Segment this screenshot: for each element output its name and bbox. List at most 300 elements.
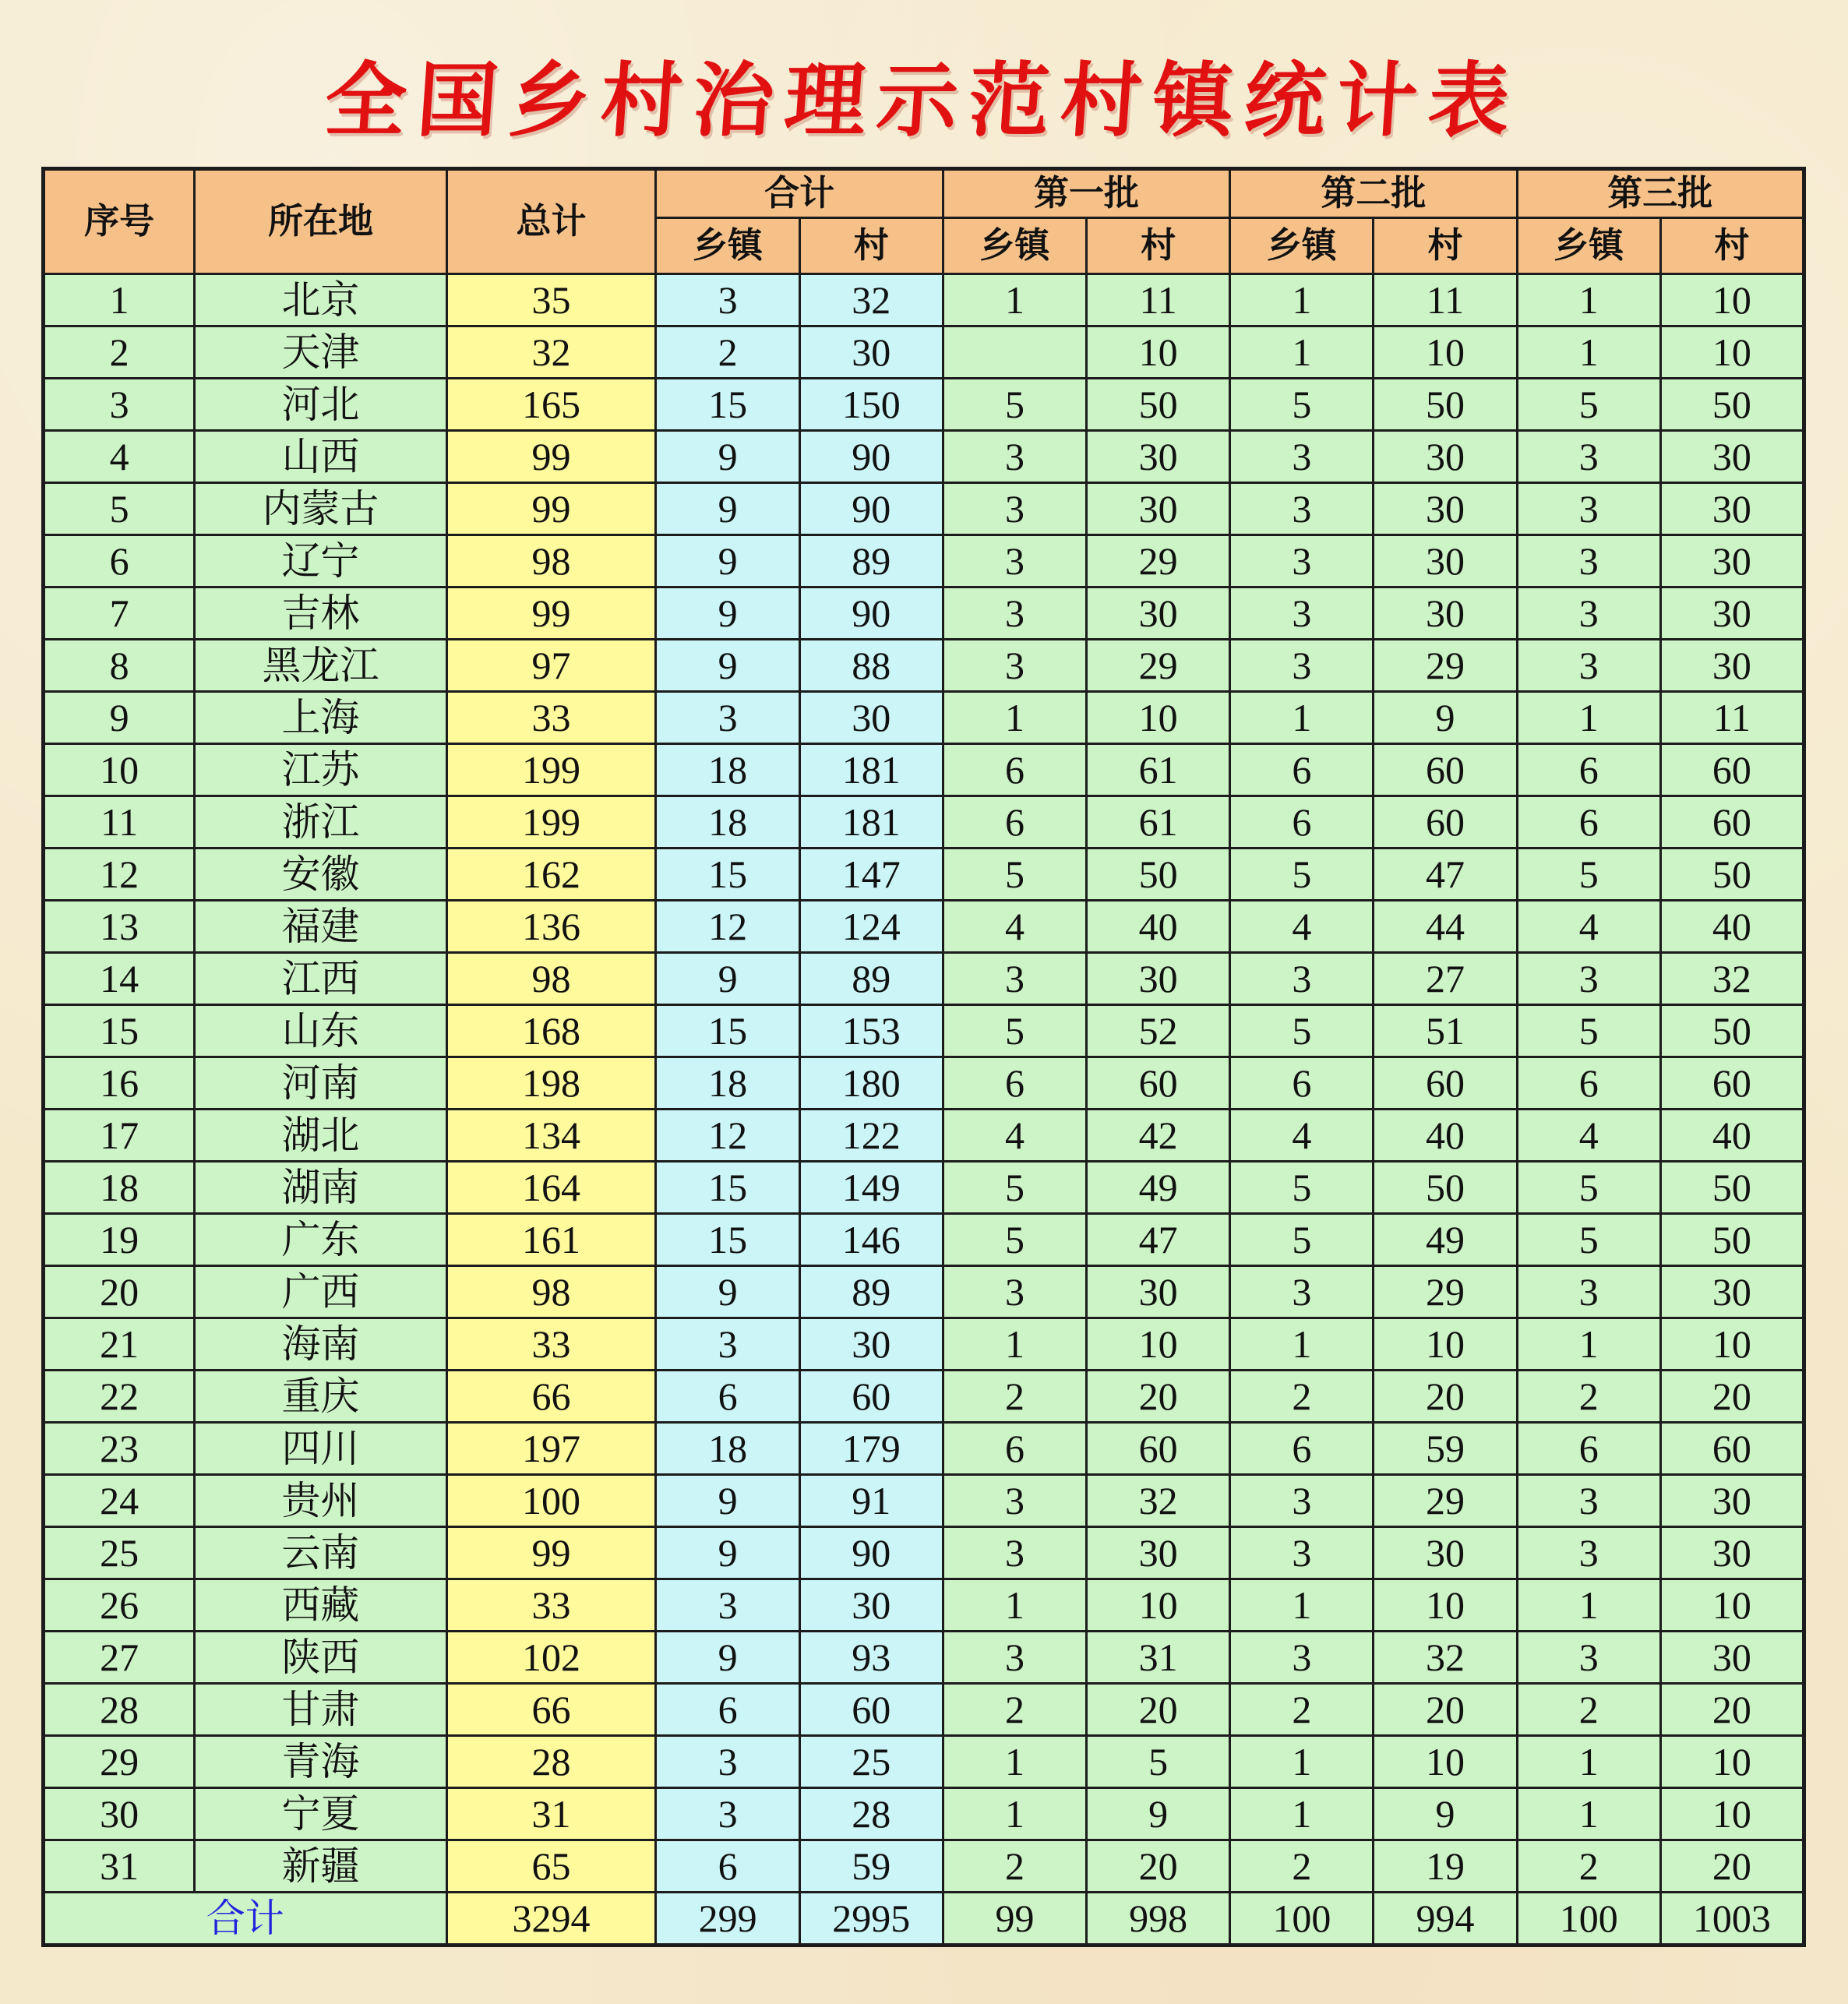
no-cell: 14 bbox=[44, 953, 195, 1005]
batch1-village-cell: 29 bbox=[1087, 640, 1230, 692]
batch1-township-cell: 3 bbox=[943, 483, 1086, 535]
subtotal-township-cell: 6 bbox=[656, 1371, 799, 1423]
batch3-village-cell: 50 bbox=[1660, 379, 1804, 431]
table-row bbox=[44, 1318, 1804, 1371]
header-batch2-township: 乡镇 bbox=[1230, 218, 1374, 274]
table-row bbox=[44, 274, 1804, 326]
table-row bbox=[44, 1214, 1804, 1266]
subtotal-village-cell: 181 bbox=[799, 744, 943, 796]
batch1-village-cell: 32 bbox=[1087, 1475, 1230, 1527]
subtotal-village-cell: 89 bbox=[799, 1266, 943, 1318]
subtotal-township-cell: 15 bbox=[656, 849, 799, 901]
subtotal-township-cell: 9 bbox=[656, 1266, 799, 1318]
batch1-village-cell: 5 bbox=[1087, 1736, 1230, 1788]
batch1-township-cell: 5 bbox=[943, 379, 1086, 431]
batch3-township-cell: 2 bbox=[1517, 1684, 1660, 1736]
table-header bbox=[44, 169, 1804, 274]
batch1-township-cell: 1 bbox=[943, 692, 1086, 744]
batch1-village-cell: 30 bbox=[1087, 483, 1230, 535]
batch2-township-cell: 3 bbox=[1230, 535, 1374, 587]
batch2-village-cell: 10 bbox=[1374, 1318, 1517, 1371]
no-cell: 18 bbox=[44, 1162, 195, 1214]
grand-total-cell: 98 bbox=[446, 953, 656, 1005]
subtotal-township-cell: 9 bbox=[656, 1632, 799, 1684]
batch2-township-cell: 3 bbox=[1230, 1632, 1374, 1684]
batch2-village-cell: 29 bbox=[1374, 1475, 1517, 1527]
subtotal-village-cell: 30 bbox=[799, 326, 943, 379]
subtotal-township-cell: 18 bbox=[656, 1057, 799, 1110]
batch1-village-cell: 10 bbox=[1087, 1579, 1230, 1632]
location-cell: 青海 bbox=[195, 1736, 446, 1788]
batch2-township-cell: 3 bbox=[1230, 483, 1374, 535]
table-row bbox=[44, 1005, 1804, 1057]
batch3-village-cell: 30 bbox=[1660, 1527, 1804, 1579]
batch3-township-cell: 2 bbox=[1517, 1371, 1660, 1423]
batch3-village-cell: 30 bbox=[1660, 535, 1804, 587]
subtotal-village-cell: 181 bbox=[799, 796, 943, 849]
grand-total-cell: 102 bbox=[446, 1632, 656, 1684]
subtotal-township-cell: 3 bbox=[656, 1318, 799, 1371]
subtotal-township-cell: 9 bbox=[656, 587, 799, 640]
batch2-village-cell: 20 bbox=[1374, 1371, 1517, 1423]
batch1-village-cell: 30 bbox=[1087, 1266, 1230, 1318]
batch2-village-cell: 51 bbox=[1374, 1005, 1517, 1057]
subtotal-township-cell: 12 bbox=[656, 1110, 799, 1162]
batch3-township-cell: 1 bbox=[1517, 1318, 1660, 1371]
batch3-township-cell: 3 bbox=[1517, 1632, 1660, 1684]
table-row bbox=[44, 1162, 1804, 1214]
batch1-township-cell: 5 bbox=[943, 1005, 1086, 1057]
batch2-village-cell: 30 bbox=[1374, 483, 1517, 535]
subtotal-village-cell: 147 bbox=[799, 849, 943, 901]
batch2-township-cell: 4 bbox=[1230, 901, 1374, 953]
batch2-village-cell: 10 bbox=[1374, 1736, 1517, 1788]
subtotal-village-cell: 30 bbox=[799, 692, 943, 744]
total-subtotal-township-cell: 299 bbox=[656, 1893, 799, 1946]
batch3-township-cell: 1 bbox=[1517, 326, 1660, 379]
grand-total-cell: 199 bbox=[446, 796, 656, 849]
batch3-village-cell: 50 bbox=[1660, 849, 1804, 901]
batch1-township-cell: 1 bbox=[943, 1318, 1086, 1371]
table-body bbox=[44, 274, 1804, 1946]
batch2-township-cell: 3 bbox=[1230, 1266, 1374, 1318]
grand-total-cell: 199 bbox=[446, 744, 656, 796]
location-cell: 江西 bbox=[195, 953, 446, 1005]
location-cell: 四川 bbox=[195, 1423, 446, 1475]
grand-total-cell: 65 bbox=[446, 1840, 656, 1893]
no-cell: 4 bbox=[44, 431, 195, 483]
batch3-village-cell: 30 bbox=[1660, 431, 1804, 483]
location-cell: 辽宁 bbox=[195, 535, 446, 587]
table-row bbox=[44, 1423, 1804, 1475]
batch2-village-cell: 30 bbox=[1374, 587, 1517, 640]
batch1-township-cell: 6 bbox=[943, 1423, 1086, 1475]
location-cell: 浙江 bbox=[195, 796, 446, 849]
subtotal-township-cell: 3 bbox=[656, 1736, 799, 1788]
location-cell: 新疆 bbox=[195, 1840, 446, 1893]
grand-total-cell: 161 bbox=[446, 1214, 656, 1266]
batch1-township-cell: 1 bbox=[943, 1579, 1086, 1632]
no-cell: 6 bbox=[44, 535, 195, 587]
subtotal-township-cell: 3 bbox=[656, 1579, 799, 1632]
grand-total-cell: 134 bbox=[446, 1110, 656, 1162]
batch3-village-cell: 30 bbox=[1660, 1632, 1804, 1684]
batch2-village-cell: 50 bbox=[1374, 1162, 1517, 1214]
batch1-township-cell: 6 bbox=[943, 796, 1086, 849]
total-batch2-township-cell: 100 bbox=[1230, 1893, 1374, 1946]
batch1-township-cell: 5 bbox=[943, 1214, 1086, 1266]
grand-total-cell: 33 bbox=[446, 1318, 656, 1371]
batch3-village-cell: 60 bbox=[1660, 1423, 1804, 1475]
location-cell: 黑龙江 bbox=[195, 640, 446, 692]
batch1-village-cell: 30 bbox=[1087, 431, 1230, 483]
batch2-township-cell: 6 bbox=[1230, 796, 1374, 849]
subtotal-township-cell: 9 bbox=[656, 483, 799, 535]
subtotal-township-cell: 15 bbox=[656, 379, 799, 431]
batch3-township-cell: 6 bbox=[1517, 744, 1660, 796]
subtotal-township-cell: 3 bbox=[656, 692, 799, 744]
batch1-township-cell: 5 bbox=[943, 849, 1086, 901]
batch3-village-cell: 11 bbox=[1660, 692, 1804, 744]
header-col-no: 序号 bbox=[44, 169, 195, 274]
header-col-grand-total: 总计 bbox=[446, 169, 656, 274]
grand-total-cell: 198 bbox=[446, 1057, 656, 1110]
table-row bbox=[44, 901, 1804, 953]
grand-total-cell: 98 bbox=[446, 535, 656, 587]
batch2-township-cell: 6 bbox=[1230, 1423, 1374, 1475]
total-batch3-village-cell: 1003 bbox=[1660, 1893, 1804, 1946]
table-row bbox=[44, 1057, 1804, 1110]
batch1-village-cell: 50 bbox=[1087, 379, 1230, 431]
no-cell: 10 bbox=[44, 744, 195, 796]
total-batch3-township-cell: 100 bbox=[1517, 1893, 1660, 1946]
batch2-village-cell: 47 bbox=[1374, 849, 1517, 901]
location-cell: 甘肃 bbox=[195, 1684, 446, 1736]
subtotal-village-cell: 153 bbox=[799, 1005, 943, 1057]
location-cell: 上海 bbox=[195, 692, 446, 744]
subtotal-township-cell: 9 bbox=[656, 1527, 799, 1579]
batch2-township-cell: 1 bbox=[1230, 1788, 1374, 1840]
grand-total-cell: 98 bbox=[446, 1266, 656, 1318]
grand-total-cell: 197 bbox=[446, 1423, 656, 1475]
batch3-village-cell: 20 bbox=[1660, 1840, 1804, 1893]
total-row bbox=[44, 1893, 1804, 1946]
subtotal-village-cell: 89 bbox=[799, 535, 943, 587]
batch2-township-cell: 6 bbox=[1230, 1057, 1374, 1110]
subtotal-village-cell: 122 bbox=[799, 1110, 943, 1162]
location-cell: 湖南 bbox=[195, 1162, 446, 1214]
subtotal-township-cell: 18 bbox=[656, 744, 799, 796]
no-cell: 19 bbox=[44, 1214, 195, 1266]
table-row bbox=[44, 1110, 1804, 1162]
batch2-village-cell: 59 bbox=[1374, 1423, 1517, 1475]
batch1-village-cell: 10 bbox=[1087, 692, 1230, 744]
subtotal-township-cell: 6 bbox=[656, 1684, 799, 1736]
batch3-village-cell: 32 bbox=[1660, 953, 1804, 1005]
location-cell: 福建 bbox=[195, 901, 446, 953]
batch3-township-cell: 3 bbox=[1517, 1475, 1660, 1527]
total-batch2-village-cell: 994 bbox=[1374, 1893, 1517, 1946]
batch1-township-cell: 3 bbox=[943, 953, 1086, 1005]
grand-total-cell: 168 bbox=[446, 1005, 656, 1057]
batch2-township-cell: 3 bbox=[1230, 953, 1374, 1005]
subtotal-village-cell: 59 bbox=[799, 1840, 943, 1893]
batch3-township-cell: 5 bbox=[1517, 849, 1660, 901]
batch1-village-cell: 10 bbox=[1087, 1318, 1230, 1371]
no-cell: 22 bbox=[44, 1371, 195, 1423]
batch3-township-cell: 2 bbox=[1517, 1840, 1660, 1893]
location-cell: 江苏 bbox=[195, 744, 446, 796]
batch3-township-cell: 6 bbox=[1517, 796, 1660, 849]
batch1-township-cell bbox=[943, 326, 1086, 379]
batch1-township-cell: 2 bbox=[943, 1371, 1086, 1423]
subtotal-township-cell: 15 bbox=[656, 1005, 799, 1057]
no-cell: 8 bbox=[44, 640, 195, 692]
subtotal-village-cell: 150 bbox=[799, 379, 943, 431]
batch2-township-cell: 1 bbox=[1230, 274, 1374, 326]
subtotal-village-cell: 89 bbox=[799, 953, 943, 1005]
subtotal-village-cell: 60 bbox=[799, 1684, 943, 1736]
location-cell: 河北 bbox=[195, 379, 446, 431]
batch3-township-cell: 4 bbox=[1517, 901, 1660, 953]
no-cell: 9 bbox=[44, 692, 195, 744]
batch1-village-cell: 60 bbox=[1087, 1423, 1230, 1475]
batch3-township-cell: 5 bbox=[1517, 1005, 1660, 1057]
batch1-township-cell: 3 bbox=[943, 431, 1086, 483]
batch1-village-cell: 42 bbox=[1087, 1110, 1230, 1162]
subtotal-township-cell: 6 bbox=[656, 1840, 799, 1893]
batch1-village-cell: 47 bbox=[1087, 1214, 1230, 1266]
batch2-village-cell: 29 bbox=[1374, 1266, 1517, 1318]
no-cell: 12 bbox=[44, 849, 195, 901]
table-row bbox=[44, 1840, 1804, 1893]
table-row bbox=[44, 535, 1804, 587]
subtotal-township-cell: 18 bbox=[656, 1423, 799, 1475]
batch3-village-cell: 60 bbox=[1660, 744, 1804, 796]
batch3-township-cell: 3 bbox=[1517, 953, 1660, 1005]
subtotal-village-cell: 124 bbox=[799, 901, 943, 953]
batch1-township-cell: 1 bbox=[943, 1736, 1086, 1788]
location-cell: 西藏 bbox=[195, 1579, 446, 1632]
batch3-township-cell: 6 bbox=[1517, 1057, 1660, 1110]
subtotal-village-cell: 90 bbox=[799, 483, 943, 535]
batch2-township-cell: 5 bbox=[1230, 379, 1374, 431]
batch1-village-cell: 61 bbox=[1087, 744, 1230, 796]
subtotal-village-cell: 30 bbox=[799, 1579, 943, 1632]
batch2-township-cell: 2 bbox=[1230, 1684, 1374, 1736]
batch1-village-cell: 10 bbox=[1087, 326, 1230, 379]
batch3-township-cell: 1 bbox=[1517, 692, 1660, 744]
location-cell: 陕西 bbox=[195, 1632, 446, 1684]
subtotal-township-cell: 9 bbox=[656, 1475, 799, 1527]
batch3-township-cell: 5 bbox=[1517, 1214, 1660, 1266]
batch3-township-cell: 1 bbox=[1517, 1579, 1660, 1632]
subtotal-township-cell: 12 bbox=[656, 901, 799, 953]
no-cell: 23 bbox=[44, 1423, 195, 1475]
batch2-township-cell: 1 bbox=[1230, 1318, 1374, 1371]
batch1-village-cell: 30 bbox=[1087, 953, 1230, 1005]
no-cell: 11 bbox=[44, 796, 195, 849]
subtotal-village-cell: 180 bbox=[799, 1057, 943, 1110]
batch2-village-cell: 19 bbox=[1374, 1840, 1517, 1893]
subtotal-village-cell: 25 bbox=[799, 1736, 943, 1788]
batch2-village-cell: 32 bbox=[1374, 1632, 1517, 1684]
batch1-village-cell: 31 bbox=[1087, 1632, 1230, 1684]
batch3-village-cell: 30 bbox=[1660, 1475, 1804, 1527]
no-cell: 31 bbox=[44, 1840, 195, 1893]
batch2-township-cell: 2 bbox=[1230, 1371, 1374, 1423]
batch2-township-cell: 1 bbox=[1230, 1579, 1374, 1632]
batch3-village-cell: 50 bbox=[1660, 1214, 1804, 1266]
subtotal-township-cell: 15 bbox=[656, 1162, 799, 1214]
table-row bbox=[44, 849, 1804, 901]
batch2-township-cell: 1 bbox=[1230, 1736, 1374, 1788]
header-batch3-township: 乡镇 bbox=[1517, 218, 1660, 274]
subtotal-village-cell: 88 bbox=[799, 640, 943, 692]
batch2-village-cell: 9 bbox=[1374, 1788, 1517, 1840]
location-cell: 河南 bbox=[195, 1057, 446, 1110]
location-cell: 广西 bbox=[195, 1266, 446, 1318]
batch1-township-cell: 3 bbox=[943, 640, 1086, 692]
table-row bbox=[44, 692, 1804, 744]
batch2-village-cell: 50 bbox=[1374, 379, 1517, 431]
no-cell: 17 bbox=[44, 1110, 195, 1162]
batch3-township-cell: 6 bbox=[1517, 1423, 1660, 1475]
batch3-village-cell: 10 bbox=[1660, 1788, 1804, 1840]
batch3-township-cell: 3 bbox=[1517, 1266, 1660, 1318]
batch3-township-cell: 3 bbox=[1517, 535, 1660, 587]
subtotal-village-cell: 146 bbox=[799, 1214, 943, 1266]
batch2-township-cell: 1 bbox=[1230, 692, 1374, 744]
header-batch2-village: 村 bbox=[1374, 218, 1517, 274]
header-batch1-village: 村 bbox=[1087, 218, 1230, 274]
table-row bbox=[44, 1266, 1804, 1318]
no-cell: 2 bbox=[44, 326, 195, 379]
location-cell: 内蒙古 bbox=[195, 483, 446, 535]
batch3-village-cell: 60 bbox=[1660, 1057, 1804, 1110]
statistics-table bbox=[41, 167, 1806, 1947]
batch2-township-cell: 1 bbox=[1230, 326, 1374, 379]
no-cell: 28 bbox=[44, 1684, 195, 1736]
batch1-village-cell: 49 bbox=[1087, 1162, 1230, 1214]
table-row bbox=[44, 744, 1804, 796]
no-cell: 3 bbox=[44, 379, 195, 431]
grand-total-cell: 35 bbox=[446, 274, 656, 326]
grand-total-cell: 33 bbox=[446, 1579, 656, 1632]
batch1-village-cell: 20 bbox=[1087, 1684, 1230, 1736]
batch1-township-cell: 2 bbox=[943, 1840, 1086, 1893]
location-cell: 天津 bbox=[195, 326, 446, 379]
table-row bbox=[44, 1788, 1804, 1840]
no-cell: 20 bbox=[44, 1266, 195, 1318]
subtotal-village-cell: 93 bbox=[799, 1632, 943, 1684]
batch1-township-cell: 2 bbox=[943, 1684, 1086, 1736]
grand-total-cell: 165 bbox=[446, 379, 656, 431]
batch2-village-cell: 20 bbox=[1374, 1684, 1517, 1736]
batch3-village-cell: 40 bbox=[1660, 1110, 1804, 1162]
grand-total-cell: 100 bbox=[446, 1475, 656, 1527]
batch2-village-cell: 30 bbox=[1374, 431, 1517, 483]
batch3-township-cell: 3 bbox=[1517, 587, 1660, 640]
no-cell: 16 bbox=[44, 1057, 195, 1110]
batch3-township-cell: 1 bbox=[1517, 274, 1660, 326]
subtotal-township-cell: 18 bbox=[656, 796, 799, 849]
table-row bbox=[44, 1527, 1804, 1579]
batch3-township-cell: 5 bbox=[1517, 1162, 1660, 1214]
grand-total-cell: 33 bbox=[446, 692, 656, 744]
batch3-village-cell: 10 bbox=[1660, 1318, 1804, 1371]
batch2-township-cell: 5 bbox=[1230, 1214, 1374, 1266]
subtotal-village-cell: 90 bbox=[799, 587, 943, 640]
subtotal-township-cell: 9 bbox=[656, 953, 799, 1005]
batch2-township-cell: 5 bbox=[1230, 1162, 1374, 1214]
subtotal-township-cell: 9 bbox=[656, 640, 799, 692]
header-col-location: 所在地 bbox=[195, 169, 446, 274]
grand-total-cell: 99 bbox=[446, 483, 656, 535]
header-group-subtotal: 合计 bbox=[656, 169, 943, 218]
table-row bbox=[44, 1684, 1804, 1736]
location-cell: 湖北 bbox=[195, 1110, 446, 1162]
no-cell: 13 bbox=[44, 901, 195, 953]
batch3-village-cell: 50 bbox=[1660, 1005, 1804, 1057]
batch1-village-cell: 52 bbox=[1087, 1005, 1230, 1057]
batch3-township-cell: 3 bbox=[1517, 431, 1660, 483]
grand-total-cell: 66 bbox=[446, 1371, 656, 1423]
batch2-village-cell: 60 bbox=[1374, 796, 1517, 849]
batch2-village-cell: 30 bbox=[1374, 1527, 1517, 1579]
no-cell: 21 bbox=[44, 1318, 195, 1371]
grand-total-cell: 32 bbox=[446, 326, 656, 379]
location-cell: 安徽 bbox=[195, 849, 446, 901]
batch2-township-cell: 3 bbox=[1230, 1527, 1374, 1579]
batch2-township-cell: 5 bbox=[1230, 1005, 1374, 1057]
batch1-township-cell: 3 bbox=[943, 1475, 1086, 1527]
subtotal-township-cell: 3 bbox=[656, 274, 799, 326]
batch3-village-cell: 30 bbox=[1660, 640, 1804, 692]
no-cell: 1 bbox=[44, 274, 195, 326]
batch3-village-cell: 40 bbox=[1660, 901, 1804, 953]
no-cell: 26 bbox=[44, 1579, 195, 1632]
table-row bbox=[44, 953, 1804, 1005]
batch2-village-cell: 11 bbox=[1374, 274, 1517, 326]
no-cell: 29 bbox=[44, 1736, 195, 1788]
subtotal-township-cell: 9 bbox=[656, 535, 799, 587]
batch2-village-cell: 27 bbox=[1374, 953, 1517, 1005]
subtotal-village-cell: 32 bbox=[799, 274, 943, 326]
subtotal-village-cell: 60 bbox=[799, 1371, 943, 1423]
grand-total-cell: 99 bbox=[446, 1527, 656, 1579]
batch2-village-cell: 29 bbox=[1374, 640, 1517, 692]
header-group-batch2: 第二批 bbox=[1230, 169, 1517, 218]
batch1-township-cell: 6 bbox=[943, 1057, 1086, 1110]
batch2-township-cell: 6 bbox=[1230, 744, 1374, 796]
total-batch1-township-cell: 99 bbox=[943, 1893, 1086, 1946]
batch1-township-cell: 1 bbox=[943, 1788, 1086, 1840]
batch1-village-cell: 20 bbox=[1087, 1840, 1230, 1893]
total-batch1-village-cell: 998 bbox=[1087, 1893, 1230, 1946]
total-label-cell: 合计 bbox=[44, 1893, 447, 1946]
batch3-township-cell: 4 bbox=[1517, 1110, 1660, 1162]
batch2-village-cell: 30 bbox=[1374, 535, 1517, 587]
subtotal-township-cell: 9 bbox=[656, 431, 799, 483]
subtotal-village-cell: 30 bbox=[799, 1318, 943, 1371]
grand-total-cell: 31 bbox=[446, 1788, 656, 1840]
batch1-village-cell: 29 bbox=[1087, 535, 1230, 587]
no-cell: 15 bbox=[44, 1005, 195, 1057]
table-row bbox=[44, 1736, 1804, 1788]
location-cell: 宁夏 bbox=[195, 1788, 446, 1840]
batch1-village-cell: 61 bbox=[1087, 796, 1230, 849]
